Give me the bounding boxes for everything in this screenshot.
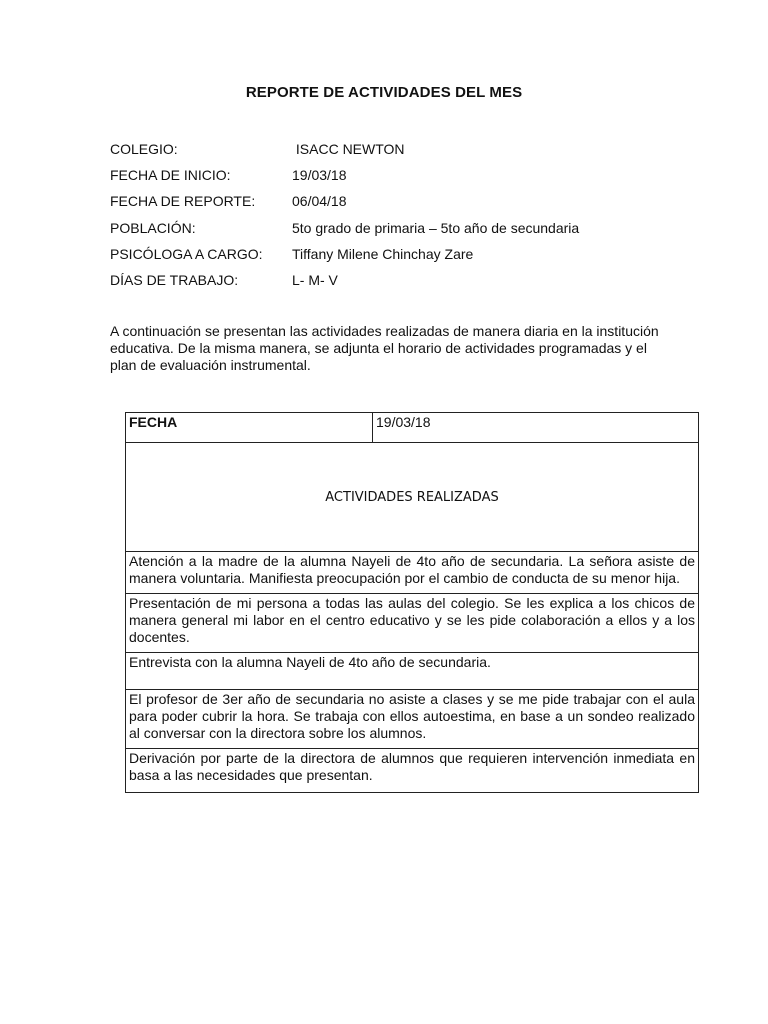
- table-row: [126, 690, 699, 749]
- activity-cell: El profesor de 3er año de secundaria no asiste a clases y se me pide trabajar con el aula para poder cubrir la hora. Se trabaja con ellos autoestima, en base a un sondeo realizado al conversar con la directora sobre los alumnos.: [126, 690, 699, 749]
- table-row: [126, 594, 699, 653]
- date-value-cell: 19/03/18: [373, 413, 699, 443]
- info-label: DÍAS DE TRABAJO:: [110, 272, 239, 288]
- section-title: ACTIVIDADES REALIZADAS: [126, 443, 699, 552]
- activity-cell: Presentación de mi persona a todas las aulas del colegio. Se les explica a los chicos de manera general mi labor en el centro educativo y se les pide colaboración a ellos y a los docentes.: [126, 594, 699, 653]
- section-row: [126, 443, 699, 552]
- info-value: 5to grado de primaria – 5to año de secundaria: [292, 220, 580, 236]
- info-label: FECHA DE REPORTE:: [110, 193, 256, 209]
- info-label: POBLACIÓN:: [110, 220, 196, 236]
- document-title: REPORTE DE ACTIVIDADES DEL MES: [245, 84, 523, 101]
- info-value: Tiffany Milene Chinchay Zare: [292, 246, 474, 262]
- activities-table: [125, 412, 699, 793]
- table-row: [126, 653, 699, 690]
- activity-cell: Entrevista con la alumna Nayeli de 4to año de secundaria.: [126, 653, 699, 690]
- info-label: FECHA DE INICIO:: [110, 167, 231, 183]
- info-label: COLEGIO:: [110, 141, 178, 157]
- table-row: [126, 552, 699, 594]
- info-value: L- M- V: [292, 272, 338, 288]
- date-row: [126, 413, 699, 443]
- intro-paragraph: A continuación se presentan las actividades realizadas de manera diaria en la institución educativa. De la misma manera, se adjunta el horario de actividades programadas y el plan de evaluación instrumental.: [110, 323, 659, 373]
- activity-cell: Atención a la madre de la alumna Nayeli de 4to año de secundaria. La señora asiste de manera voluntaria. Manifiesta preocupación por el cambio de conducta de su menor hija.: [126, 552, 699, 594]
- info-value: 19/03/18: [292, 167, 347, 183]
- table-row: [126, 749, 699, 793]
- info-value: ISACC NEWTON: [292, 141, 405, 157]
- info-value: 06/04/18: [292, 193, 347, 209]
- info-label: PSICÓLOGA A CARGO:: [110, 246, 263, 262]
- activity-cell: Derivación por parte de la directora de alumnos que requieren intervención inmediata en basa a las necesidades que presentan.: [126, 749, 699, 793]
- date-header-cell: FECHA: [126, 413, 373, 443]
